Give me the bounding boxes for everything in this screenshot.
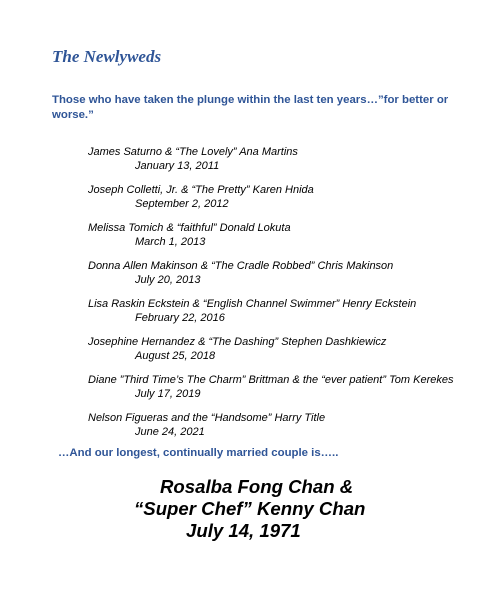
couple-names: Nelson Figueras and the “Handsome” Harry Title (88, 412, 326, 424)
list-item (88, 259, 500, 297)
wedding-date: January 13, 2011 (135, 160, 220, 172)
couple-names: Lisa Raskin Eckstein & “English Channel Swimmer” Henry Eckstein (88, 298, 417, 310)
longest-married-intro: …And our longest, continually married couple is….. (58, 447, 339, 459)
wedding-date: March 1, 2013 (135, 236, 206, 248)
wedding-date: September 2, 2012 (135, 198, 229, 210)
list-item (88, 373, 500, 411)
wedding-date: June 24, 2021 (135, 426, 205, 438)
intro-text: Those who have taken the plunge within the last ten years…”for better or worse.” (52, 94, 449, 121)
list-item (88, 411, 500, 449)
longest-couple-line-1: Rosalba Fong Chan & (160, 476, 354, 497)
list-item (88, 145, 500, 183)
wedding-date: July 17, 2019 (135, 388, 201, 400)
couple-names: Melissa Tomich & “faithful” Donald Lokuta (88, 222, 291, 234)
couples-list (88, 145, 500, 449)
list-item (88, 335, 500, 373)
longest-married-couple (134, 476, 365, 542)
list-item (88, 297, 500, 335)
page-title: The Newlyweds (52, 47, 162, 66)
longest-couple-date: July 14, 1971 (186, 520, 301, 541)
list-item (88, 183, 500, 221)
couple-names: Josephine Hernandez & “The Dashing” Stephen Dashkiewicz (88, 336, 387, 348)
longest-couple-line-2: “Super Chef” Kenny Chan (134, 498, 366, 519)
couple-names: Donna Allen Makinson & “The Cradle Robbed” Chris Makinson (88, 260, 394, 272)
couple-names: Diane ”Third Time’s The Charm” Brittman & the “ever patient” Tom Kerekes (88, 374, 454, 386)
wedding-date: August 25, 2018 (135, 350, 216, 362)
couple-names: James Saturno & “The Lovely” Ana Martins (88, 146, 298, 158)
couple-names: Joseph Colletti, Jr. & “The Pretty” Karen Hnida (88, 184, 314, 196)
list-item (88, 221, 500, 259)
wedding-date: February 22, 2016 (135, 312, 225, 324)
wedding-date: July 20, 2013 (135, 274, 201, 286)
